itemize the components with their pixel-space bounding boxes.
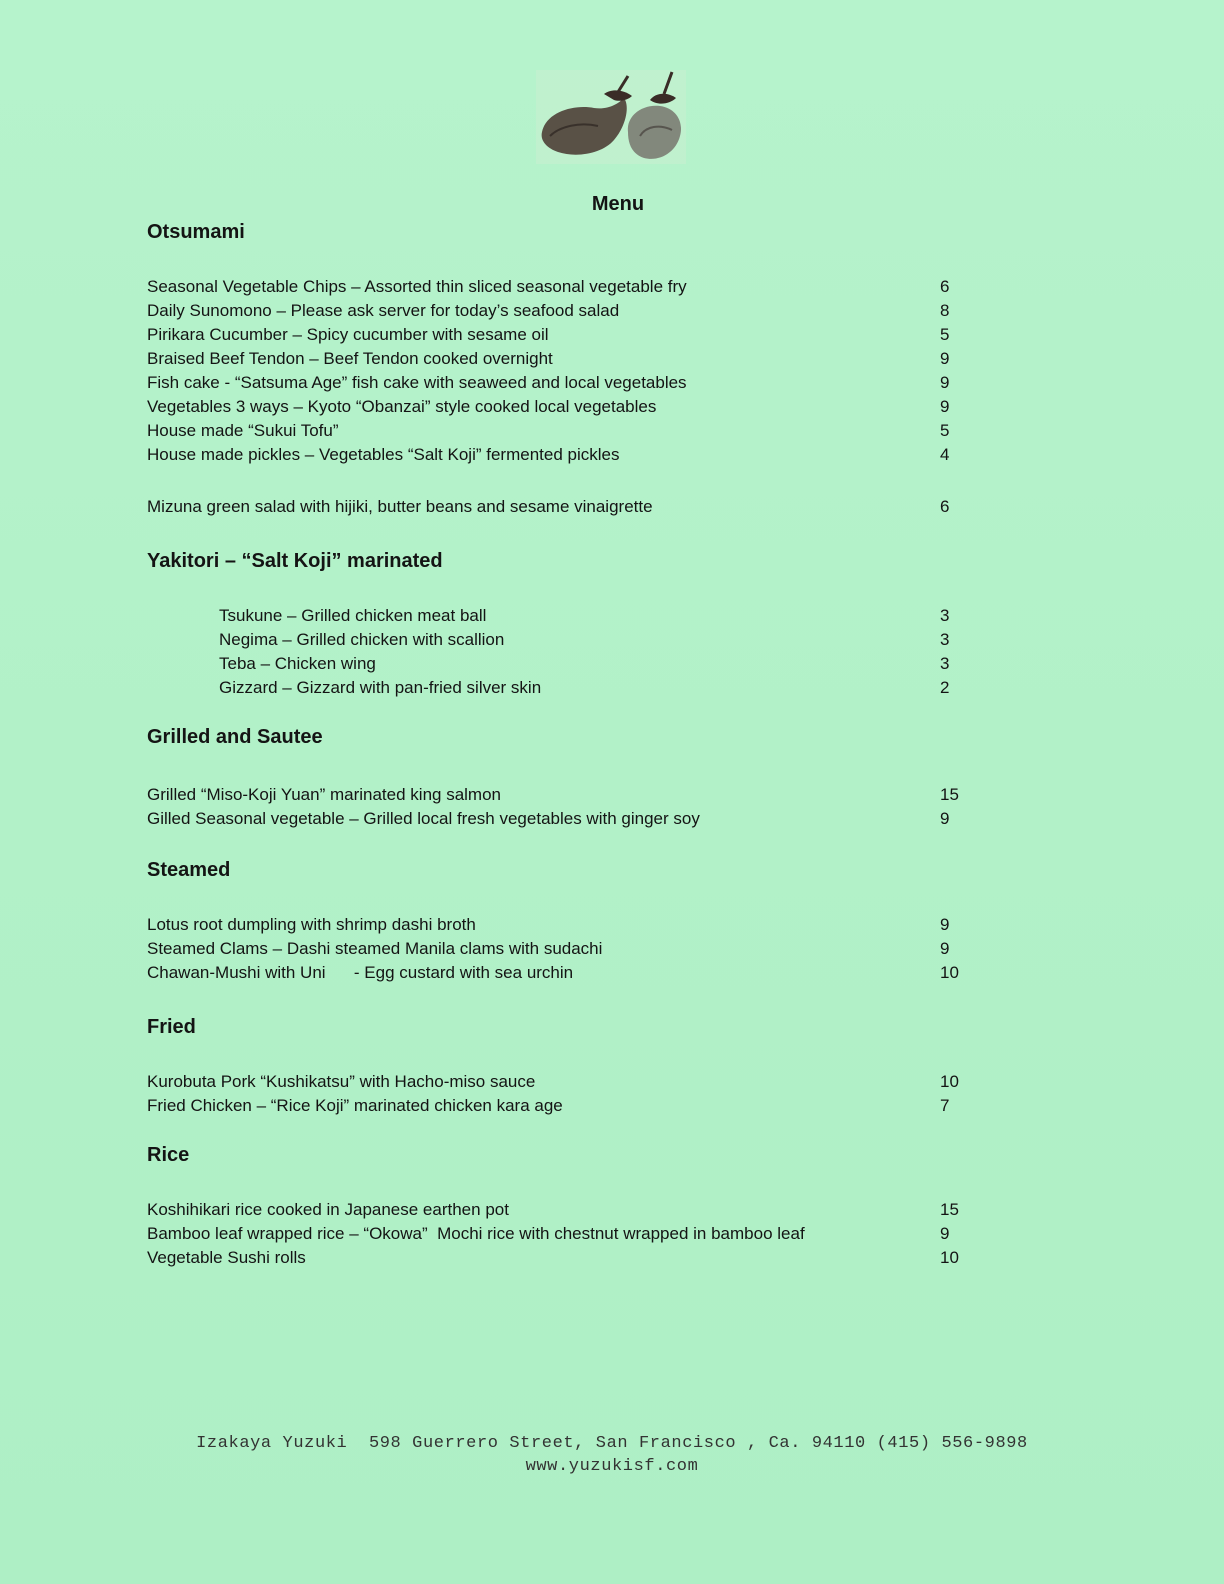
menu-item: Vegetable Sushi rolls (147, 1248, 306, 1267)
menu-item: Fish cake - “Satsuma Age” fish cake with seaweed and local vegetables (147, 373, 687, 392)
menu-item-price: 9 (940, 939, 950, 958)
section-title-steamed: Steamed (147, 859, 231, 881)
menu-item-price: 5 (940, 325, 950, 344)
menu-item-price: 3 (940, 654, 950, 673)
menu-item: Pirikara Cucumber – Spicy cucumber with sesame oil (147, 325, 549, 344)
menu-item-price: 2 (940, 678, 950, 697)
menu-item-price: 10 (940, 1072, 959, 1091)
section-title-grilled: Grilled and Sautee (147, 726, 323, 748)
menu-item-price: 10 (940, 1248, 959, 1267)
menu-item-price: 6 (940, 497, 950, 516)
menu-item: Fried Chicken – “Rice Koji” marinated chicken kara age (147, 1096, 563, 1115)
menu-item: Kurobuta Pork “Kushikatsu” with Hacho-miso sauce (147, 1072, 536, 1091)
section-title-fried: Fried (147, 1016, 196, 1038)
menu-item: Koshihikari rice cooked in Japanese earthen pot (147, 1200, 509, 1219)
section-title-otsumami: Otsumami (147, 221, 245, 243)
menu-item-price: 4 (940, 445, 950, 464)
menu-item-price: 9 (940, 809, 950, 828)
footer-website[interactable]: www.yuzukisf.com (525, 1457, 699, 1476)
section-title-yakitori: Yakitori – “Salt Koji” marinated (147, 550, 443, 572)
menu-item-price: 5 (940, 421, 950, 440)
menu-item-price: 15 (940, 1200, 959, 1219)
menu-item: House made “Sukui Tofu” (147, 421, 339, 440)
section-title-rice: Rice (147, 1144, 190, 1166)
menu-item: Steamed Clams – Dashi steamed Manila clams with sudachi (147, 939, 603, 958)
menu-item: Bamboo leaf wrapped rice – “Okowa” Mochi rice with chestnut wrapped in bamboo leaf (147, 1224, 805, 1243)
menu-item: Daily Sunomono – Please ask server for today’s seafood salad (147, 301, 620, 320)
menu-item: Mizuna green salad with hijiki, butter beans and sesame vinaigrette (147, 497, 653, 516)
menu-item-price: 8 (940, 301, 950, 320)
eggplant-illustration-icon (536, 70, 686, 164)
menu-item: Gilled Seasonal vegetable – Grilled local fresh vegetables with ginger soy (147, 809, 700, 828)
menu-item-price: 9 (940, 373, 950, 392)
menu-item: Chawan-Mushi with Uni - Egg custard with sea urchin (147, 963, 574, 982)
menu-item: Teba – Chicken wing (219, 654, 376, 673)
menu-item: Lotus root dumpling with shrimp dashi broth (147, 915, 476, 934)
menu-item-price: 7 (940, 1096, 950, 1115)
menu-title: Menu (591, 193, 645, 215)
menu-item: Gizzard – Gizzard with pan-fried silver skin (219, 678, 542, 697)
menu-item-price: 10 (940, 963, 959, 982)
menu-item-price: 9 (940, 397, 950, 416)
menu-item-price: 9 (940, 915, 950, 934)
menu-item-price: 3 (940, 606, 950, 625)
menu-item-price: 15 (940, 785, 959, 804)
menu-item-price: 6 (940, 277, 950, 296)
menu-item-price: 9 (940, 1224, 950, 1243)
menu-item-price: 3 (940, 630, 950, 649)
menu-item: Tsukune – Grilled chicken meat ball (219, 606, 487, 625)
footer-address: Izakaya Yuzuki 598 Guerrero Street, San Francisco , Ca. 94110 (415) 556-9898 (196, 1434, 1028, 1453)
menu-item: Seasonal Vegetable Chips – Assorted thin sliced seasonal vegetable fry (147, 277, 687, 296)
menu-item: Negima – Grilled chicken with scallion (219, 630, 505, 649)
menu-item: House made pickles – Vegetables “Salt Koji” fermented pickles (147, 445, 620, 464)
menu-item: Vegetables 3 ways – Kyoto “Obanzai” style cooked local vegetables (147, 397, 657, 416)
menu-item: Grilled “Miso-Koji Yuan” marinated king salmon (147, 785, 502, 804)
menu-item: Braised Beef Tendon – Beef Tendon cooked overnight (147, 349, 553, 368)
menu-item-price: 9 (940, 349, 950, 368)
